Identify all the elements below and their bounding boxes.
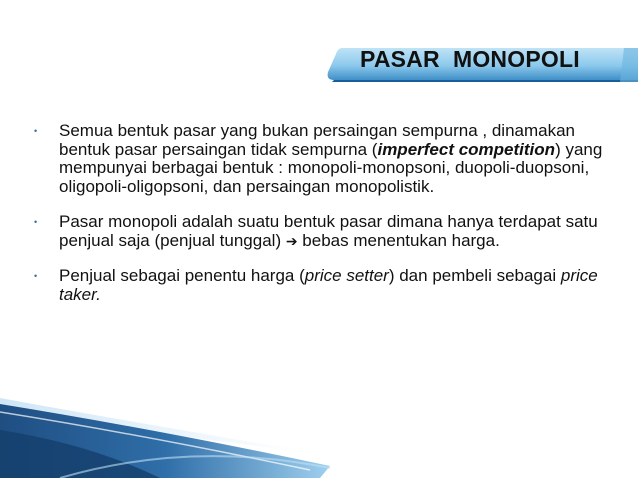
bullet-1-part1: Semua bentuk pasar yang bukan persaingan sempurna , dinamakan bentuk pasar persaingan tidak sempurna ( <box>59 121 576 159</box>
bullet-marker: • <box>34 271 38 281</box>
bullet-marker: • <box>34 217 38 227</box>
bullet-marker: • <box>34 126 38 136</box>
bullet-3-italic2: price taker. <box>59 266 598 304</box>
right-arrow-icon: ➔ <box>285 232 298 249</box>
bullet-2-part1: Pasar monopoli adalah suatu bentuk pasar dimana hanya terdapat satu penjual saja (penjual tunggal) <box>59 212 598 250</box>
slide-title: PASAR MONOPOLI <box>360 46 580 72</box>
bullet-2-part2: bebas menentukan harga. <box>297 230 500 250</box>
bullet-3-part2: ) dan pembeli sebagai <box>388 266 561 285</box>
bullet-1-emphasis: imperfect competition <box>377 139 556 159</box>
bullet-3-italic1: price setter <box>304 266 389 285</box>
bullet-3-part1: Penjual sebagai penentu harga ( <box>59 266 305 285</box>
bullet-1-part2: ) yang mempunyai berbagai bentuk : monopoli-monopsoni, duopoli-duopsoni, oligopoli-oligopsoni, dan persaingan monopolistik. <box>59 139 603 196</box>
